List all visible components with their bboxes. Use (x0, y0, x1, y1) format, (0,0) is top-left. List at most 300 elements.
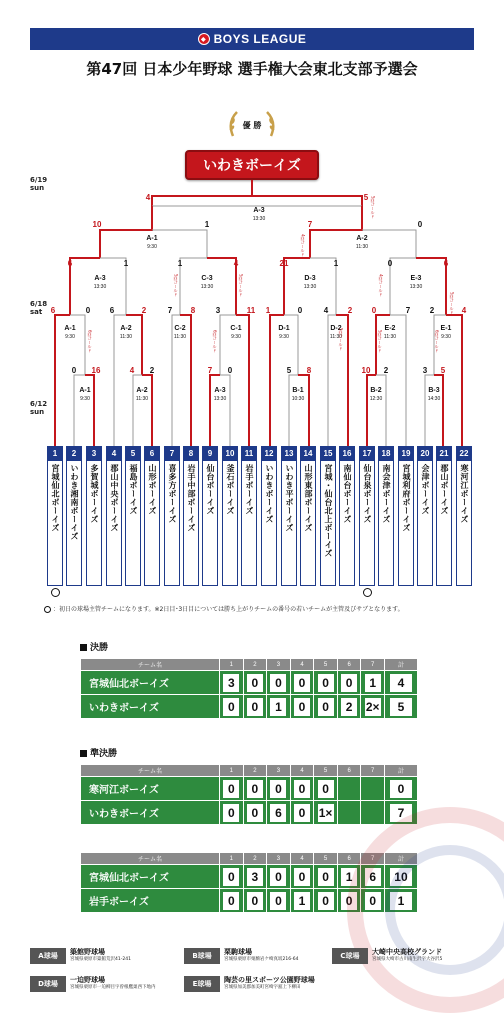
inning-cell (220, 671, 244, 695)
scoreboard-header (81, 853, 418, 865)
game-time: 13:30 (303, 284, 317, 290)
score: 2 (347, 306, 353, 315)
inning-score: 0 (223, 780, 239, 798)
team-column (66, 446, 82, 586)
team-column (456, 446, 472, 586)
total-header: 計 (384, 765, 417, 777)
game-time: 11:30 (173, 334, 187, 340)
game-time: 11:30 (383, 334, 397, 340)
final-scoreboard (80, 658, 418, 719)
inning-header: 7 (361, 853, 385, 865)
inning-cell (361, 695, 385, 719)
called-game-note: 5回ゴールド (338, 328, 344, 351)
total-score: 0 (390, 780, 412, 798)
team-header: チーム名 (81, 853, 220, 865)
venue-name: 一迫野球場 (70, 976, 105, 984)
score: 6 (67, 259, 73, 268)
score: 16 (91, 366, 101, 375)
score: 1 (204, 220, 210, 229)
game-time: 9:30 (279, 334, 289, 340)
team-name: 宮城・仙台北上ボーイズ (324, 464, 333, 558)
game-time: 13:30 (200, 284, 214, 290)
scoreboard-header (81, 765, 418, 777)
inning-header: 2 (243, 659, 267, 671)
score: 4 (129, 366, 135, 375)
venue-tag: E球場 (184, 976, 220, 992)
total-cell (384, 889, 417, 913)
inning-score: 1 (341, 868, 357, 886)
inning-cell (290, 865, 314, 889)
inning-score: 0 (365, 892, 381, 910)
inning-header: 3 (267, 853, 291, 865)
inning-score (341, 801, 357, 819)
venue-tag: C球場 (332, 948, 368, 964)
called-game-note: 6回ゴールド (212, 330, 218, 353)
team-number: 1 (48, 447, 62, 461)
inning-score: 0 (294, 674, 310, 692)
venue-a (30, 948, 131, 964)
venue-address: 宮城県栗原市栗駒岩ケ崎真坂216-64 (224, 957, 299, 962)
called-game-note: 4回ゴールド (300, 234, 306, 257)
inning-score: 0 (223, 892, 239, 910)
game-time: 13:30 (213, 396, 227, 402)
team-column (86, 446, 102, 586)
logo-text: BOYS LEAGUE (213, 32, 307, 46)
score: 11 (246, 306, 256, 315)
scoreboard-row (81, 671, 418, 695)
game-time: 13:30 (252, 216, 266, 222)
team-name: 岩手中部ボーイズ (187, 464, 196, 532)
called-game-note: 5回ゴールド (173, 274, 179, 297)
inning-cell (267, 695, 291, 719)
inning-cell (361, 777, 385, 801)
team-column (398, 446, 414, 586)
team-column (125, 446, 141, 586)
score: 10 (92, 220, 102, 229)
score: 1 (333, 259, 339, 268)
team-column (183, 446, 199, 586)
called-game-note: 5回ゴールド (370, 196, 376, 219)
inning-score: 0 (270, 780, 286, 798)
game-time: 9:30 (231, 334, 241, 340)
venue-b (184, 948, 298, 964)
called-game-note: 5回ゴールド (377, 330, 383, 353)
tournament-bracket (0, 0, 504, 450)
team-number: 14 (301, 447, 315, 461)
inning-cell (290, 671, 314, 695)
game-label: C-3 (201, 275, 213, 282)
footnote-text: ：初日の球場主管チームになります。※2日目･3日目については勝ち上がりチームの番号の若いチームが主管及びサブとなります。 (53, 606, 404, 613)
inning-score: 3 (247, 868, 263, 886)
score: 2 (429, 306, 435, 315)
team-number: 10 (223, 447, 237, 461)
score: 0 (387, 259, 393, 268)
score: 4 (461, 306, 467, 315)
inning-score: 1× (318, 805, 333, 820)
inning-cell (243, 889, 267, 913)
inning-header: 6 (337, 853, 361, 865)
team-number: 17 (360, 447, 374, 461)
inning-score: 0 (318, 892, 334, 910)
score: 10 (361, 366, 371, 375)
game-label: B-3 (428, 387, 440, 394)
score: 8 (306, 366, 312, 375)
team-header: チーム名 (81, 659, 220, 671)
team-number: 19 (399, 447, 413, 461)
total-cell (384, 801, 417, 825)
score: 2 (141, 306, 147, 315)
game-time: 9:30 (80, 396, 90, 402)
team-name: 郡山ボーイズ (440, 464, 449, 515)
team-column (144, 446, 160, 586)
inning-header: 7 (361, 659, 385, 671)
game-label: C-1 (230, 325, 242, 332)
inning-score: 6 (270, 804, 286, 822)
page-title: 第47回 日本少年野球 選手権大会東北支部予選会 (86, 60, 418, 78)
score: 7 (207, 366, 213, 375)
score: 7 (307, 220, 313, 229)
inning-score: 0 (270, 892, 286, 910)
team-number: 11 (242, 447, 256, 461)
team-column (202, 446, 218, 586)
total-score: 10 (390, 868, 412, 886)
venue-address: 宮城県栗原市一迫柳目字曽根鷹巣西下地内 (70, 985, 156, 990)
game-label: A-2 (120, 325, 132, 332)
inning-score: 0 (223, 698, 239, 716)
inning-cell (243, 777, 267, 801)
inning-score: 0 (270, 674, 286, 692)
team-number: 20 (418, 447, 432, 461)
team-name: 山形東部ボーイズ (304, 464, 313, 532)
scoreboard-team: いわきボーイズ (81, 801, 220, 825)
team-name: 会津ボーイズ (421, 464, 430, 515)
team-name: 仙台ボーイズ (206, 464, 215, 515)
game-label: A-3 (94, 275, 106, 282)
inning-score: 2 (341, 698, 357, 716)
team-name: いわき平ボーイズ (285, 464, 294, 532)
inning-cell (314, 671, 338, 695)
inning-cell (361, 801, 385, 825)
venue-e (184, 976, 315, 992)
game-label: A-1 (146, 235, 158, 242)
team-name: いわき湘南ボーイズ (70, 464, 79, 541)
inning-cell (361, 865, 385, 889)
score: 6 (443, 259, 449, 268)
team-number: 22 (457, 447, 471, 461)
inning-score (365, 777, 381, 795)
inning-cell (314, 889, 338, 913)
inning-cell (290, 777, 314, 801)
game-label: B-1 (292, 387, 304, 394)
team-column (281, 446, 297, 586)
inning-cell (361, 671, 385, 695)
score: 7 (167, 306, 173, 315)
inning-cell (314, 865, 338, 889)
scoreboard-row (81, 889, 418, 913)
inning-cell (267, 777, 291, 801)
team-number: 9 (203, 447, 217, 461)
team-number: 3 (87, 447, 101, 461)
team-name: 南仙台ボーイズ (343, 464, 352, 524)
inning-cell (337, 671, 361, 695)
inning-cell (220, 865, 244, 889)
team-column (436, 446, 452, 586)
inning-cell (337, 777, 361, 801)
total-score: 7 (390, 804, 412, 822)
footnote (44, 604, 404, 613)
game-time: 11:30 (119, 334, 133, 340)
inning-score: 0 (318, 674, 334, 692)
score: 0 (227, 366, 233, 375)
game-label: D-1 (278, 325, 290, 332)
date-text: 6/19 (30, 176, 48, 184)
game-label: A-1 (79, 387, 91, 394)
day-text: sun (30, 184, 45, 192)
date-text: 6/12 (30, 400, 48, 408)
venue-name: 栗駒球場 (224, 948, 252, 956)
team-name: 南会津ボーイズ (382, 464, 391, 524)
team-number: 13 (282, 447, 296, 461)
score: 2 (383, 366, 389, 375)
semifinal-2-scoreboard (80, 852, 418, 913)
called-game-note: 6回ゴールド (87, 330, 93, 353)
total-cell (384, 865, 417, 889)
inning-header: 4 (290, 853, 314, 865)
inning-cell (267, 801, 291, 825)
semifinal-1-scoreboard (80, 764, 418, 825)
circle-icon (44, 606, 51, 613)
total-header: 計 (384, 659, 417, 671)
score: 7 (405, 306, 411, 315)
host-circle-icon (363, 588, 372, 597)
inning-cell (290, 801, 314, 825)
inning-cell (337, 889, 361, 913)
inning-cell (220, 695, 244, 719)
inning-header: 4 (290, 659, 314, 671)
team-number: 6 (145, 447, 159, 461)
team-column (106, 446, 122, 586)
total-cell (384, 777, 417, 801)
game-time: 12:30 (369, 396, 383, 402)
venue-name: 築館野球場 (70, 948, 105, 956)
team-name: 寒河江ボーイズ (460, 464, 469, 524)
team-name: 釜石ボーイズ (226, 464, 235, 515)
inning-cell (337, 695, 361, 719)
game-time: 13:30 (93, 284, 107, 290)
inning-score: 0 (223, 868, 239, 886)
game-label: D-2 (330, 325, 342, 332)
score: 4 (233, 259, 239, 268)
team-number: 16 (340, 447, 354, 461)
inning-cell (220, 889, 244, 913)
venue-address: 宮城県栗原市築館荒沢41-241 (70, 957, 131, 962)
game-label: A-2 (136, 387, 148, 394)
game-label: A-1 (64, 325, 76, 332)
score: 5 (363, 193, 369, 202)
inning-cell (243, 801, 267, 825)
team-name: 山形ボーイズ (148, 464, 157, 515)
called-game-note: 5回ゴールド (238, 274, 244, 297)
inning-cell (243, 865, 267, 889)
inning-cell (314, 777, 338, 801)
score: 0 (371, 306, 377, 315)
team-name: 仙台泉ボーイズ (363, 464, 372, 524)
venue-name: 大崎中央高校グランド (372, 948, 442, 956)
scoreboard-team: 岩手ボーイズ (81, 889, 220, 913)
game-label: E-3 (410, 275, 422, 282)
score: 0 (71, 366, 77, 375)
inning-score: 0 (318, 780, 334, 798)
game-label: A-2 (356, 235, 368, 242)
inning-cell (290, 889, 314, 913)
inning-score: 0 (247, 674, 263, 692)
inning-score: 0 (247, 804, 263, 822)
day-text: sun (30, 408, 45, 416)
inning-score: 0 (318, 868, 334, 886)
inning-header: 5 (314, 853, 338, 865)
inning-header: 6 (337, 765, 361, 777)
team-number: 7 (165, 447, 179, 461)
venue-name: 陶芸の里スポーツ公園野球場 (224, 976, 315, 984)
inning-score: 1 (294, 892, 310, 910)
team-column (47, 446, 63, 586)
score: 5 (440, 366, 446, 375)
called-game-note: 6回ゴールド (434, 330, 440, 353)
inning-cell (267, 889, 291, 913)
scoreboard-team: 宮城仙北ボーイズ (81, 865, 220, 889)
inning-cell (361, 889, 385, 913)
score: 6 (109, 306, 115, 315)
team-name: 岩手ボーイズ (245, 464, 254, 515)
inning-header: 5 (314, 765, 338, 777)
inning-cell (243, 671, 267, 695)
inning-score: 0 (294, 804, 310, 822)
team-name: 宮城仙北ボーイズ (51, 464, 60, 532)
total-cell (384, 695, 417, 719)
game-label: A-3 (253, 207, 265, 214)
team-column (241, 446, 257, 586)
inning-score: 0 (294, 868, 310, 886)
date-text: 6/18 (30, 300, 48, 308)
team-name: 宮城利府ボーイズ (402, 464, 411, 532)
scoreboard-team: いわきボーイズ (81, 695, 220, 719)
champion-name: いわきボーイズ (203, 158, 301, 174)
venue-tag: D球場 (30, 976, 66, 992)
team-column (359, 446, 375, 586)
inning-score: 0 (247, 698, 263, 716)
inning-score: 0 (270, 868, 286, 886)
team-header: チーム名 (81, 765, 220, 777)
team-column (417, 446, 433, 586)
inning-score: 0 (294, 698, 310, 716)
game-time: 11:30 (355, 244, 369, 250)
score: 1 (265, 306, 271, 315)
game-time: 11:30 (135, 396, 149, 402)
game-label: B-2 (370, 387, 382, 394)
team-column (164, 446, 180, 586)
inning-header: 6 (337, 659, 361, 671)
game-time: 13:30 (409, 284, 423, 290)
scoreboard-header (81, 659, 418, 671)
team-number: 18 (379, 447, 393, 461)
inning-score: 0 (341, 674, 357, 692)
game-time: 9:30 (147, 244, 157, 250)
inning-header: 5 (314, 659, 338, 671)
score: 4 (145, 193, 151, 202)
game-label: C-2 (174, 325, 186, 332)
league-emblem-icon: ◆ (198, 33, 210, 45)
score: 3 (215, 306, 221, 315)
final-section-title: 決勝 (80, 640, 108, 653)
score: 5 (286, 366, 292, 375)
score: 0 (297, 306, 303, 315)
team-number: 21 (437, 447, 451, 461)
venue-tag: A球場 (30, 948, 66, 964)
inning-cell (220, 801, 244, 825)
inning-header: 2 (243, 853, 267, 865)
score: 21 (279, 259, 289, 268)
score: 3 (422, 366, 428, 375)
inning-score: 1 (365, 674, 381, 692)
venue-d (30, 976, 156, 992)
game-time: 11:30 (329, 334, 343, 340)
team-number: 12 (262, 447, 276, 461)
score: 1 (123, 259, 129, 268)
team-name: 福島ボーイズ (129, 464, 138, 515)
team-name: いわきボーイズ (265, 464, 274, 524)
game-label: A-3 (214, 387, 226, 394)
inning-score: 3 (223, 674, 239, 692)
inning-score: 0 (247, 780, 263, 798)
inning-header: 1 (220, 765, 244, 777)
inning-cell (337, 865, 361, 889)
team-name: 喜多方ボーイズ (168, 464, 177, 524)
score: 4 (323, 306, 329, 315)
inning-score: 0 (318, 698, 334, 716)
inning-score: 0 (294, 780, 310, 798)
inning-score: 0 (247, 892, 263, 910)
called-game-note: 4回ゴールド (378, 274, 384, 297)
team-number: 8 (184, 447, 198, 461)
team-column (378, 446, 394, 586)
inning-score: 1 (270, 698, 286, 716)
scoreboard-team: 寒河江ボーイズ (81, 777, 220, 801)
inning-score: 0 (341, 892, 357, 910)
inning-cell (243, 695, 267, 719)
inning-cell (337, 801, 361, 825)
inning-score: 6 (365, 868, 381, 886)
scoreboard-team: 宮城仙北ボーイズ (81, 671, 220, 695)
score: 8 (190, 306, 196, 315)
inning-header: 7 (361, 765, 385, 777)
score: 0 (85, 306, 91, 315)
venue-address: 宮城県大崎市古川南生沢字大谷沢5 (372, 957, 443, 962)
called-game-note: 5回ゴールド (449, 292, 455, 315)
venue-c (332, 948, 442, 964)
game-time: 10:30 (291, 396, 305, 402)
score: 6 (50, 306, 56, 315)
winner-label: 優 勝 (242, 121, 262, 130)
team-column (300, 446, 316, 586)
score: 1 (177, 259, 183, 268)
game-label: E-1 (440, 325, 452, 332)
inning-header: 3 (267, 659, 291, 671)
inning-score: 0 (223, 804, 239, 822)
team-number: 5 (126, 447, 140, 461)
team-name: 多賀城ボーイズ (90, 464, 99, 524)
team-number: 2 (67, 447, 81, 461)
game-time: 14:30 (427, 396, 441, 402)
